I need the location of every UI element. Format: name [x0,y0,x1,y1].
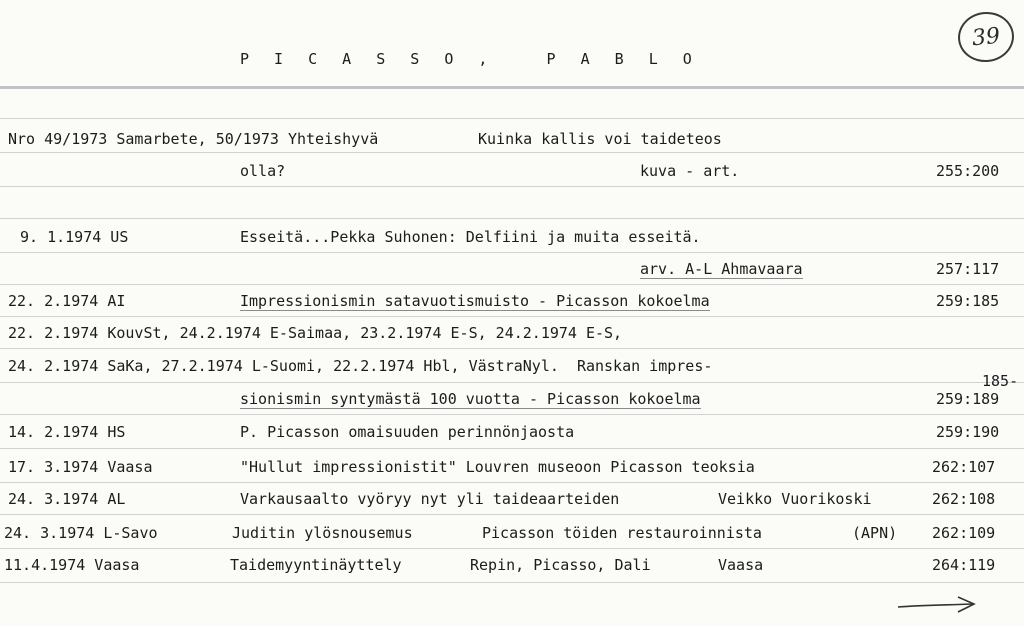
entry-title-cont: olla? [240,162,286,180]
rule-line [0,348,1024,349]
entry-date: 24. 3.1974 AL [8,490,126,508]
rule-line [0,152,1024,153]
entry-place: Vaasa [718,556,764,574]
entry-title: Taidemyyntinäyttely [230,556,402,574]
entry-ref: 259:189 [936,390,1000,408]
rule-line [0,582,1024,583]
rule-line [0,382,1024,383]
rule-line [0,448,1024,449]
rule-line [0,252,1024,253]
rule-line [0,514,1024,515]
entry-sources-line: 22. 2.1974 KouvSt, 24.2.1974 E-Saimaa, 23.2.1974 E-S, 24.2.1974 E-S, [8,324,623,342]
rule-line [0,414,1024,415]
entry-subtitle: Repin, Picasso, Dali [470,556,651,574]
entry-ref: 259:185 [936,292,1000,310]
entry-title: Kuinka kallis voi taideteos [478,130,722,148]
arrow-right-icon [896,594,980,618]
entry-ref: 262:109 [932,524,996,542]
entry-sources-line: 24. 2.1974 SaKa, 27.2.1974 L-Suomi, 22.2.1974 Hbl, VästraNyl. Ranskan impres- [8,357,713,375]
entry-date: 11.4.1974 Vaasa [4,556,140,574]
entry-date: 17. 3.1974 Vaasa [8,458,153,476]
card-title: P I C A S S O , P A B L O [240,50,700,68]
entry-date: 22. 2.1974 AI [8,292,126,310]
entry-date: 14. 2.1974 HS [8,423,126,441]
rule-line [0,118,1024,119]
entry-ref: 262:107 [932,458,996,476]
entry-title: "Hullut impressionistit" Louvren museoon Picasson teoksia [240,458,755,476]
entry-subtitle: Picasson töiden restauroinnista [482,524,762,542]
entry-ref: 255:200 [936,162,1000,180]
rule-line [0,186,1024,187]
entry-title: Juditin ylösnousemus [232,524,413,542]
card-number-stamp: 39 [956,9,1017,65]
entry-source: Nro 49/1973 Samarbete, 50/1973 Yhteishyvä [8,130,379,148]
entry-date: 9. 1.1974 US [20,228,129,246]
entry-title: sionismin syntymästä 100 vuotta - Picasson kokoelma [240,390,701,408]
entry-reviewer: arv. A-L Ahmavaara [640,260,803,278]
entry-ref: 257:117 [936,260,1000,278]
entry-ref: 262:108 [932,490,996,508]
header-rule [0,86,1024,89]
rule-line [0,316,1024,317]
entry-ref-range: 185- [982,372,1019,390]
entry-ref: 264:119 [932,556,996,574]
entry-agency: (APN) [852,524,898,542]
rule-line [0,548,1024,549]
entry-title: Impressionismin satavuotismuisto - Picasson kokoelma [240,292,710,310]
entry-title: P. Picasson omaisuuden perinnönjaosta [240,423,575,441]
rule-line [0,218,1024,219]
entry-subject: kuva - art. [640,162,740,180]
entry-author: Veikko Vuorikoski [718,490,872,508]
entry-ref: 259:190 [936,423,1000,441]
rule-line [0,482,1024,483]
entry-title: Varkausaalto vyöryy nyt yli taideaarteiden [240,490,620,508]
rule-line [0,284,1024,285]
entry-date: 24. 3.1974 L-Savo [4,524,158,542]
entry-title: Esseitä...Pekka Suhonen: Delfiini ja muita esseitä. [240,228,701,246]
